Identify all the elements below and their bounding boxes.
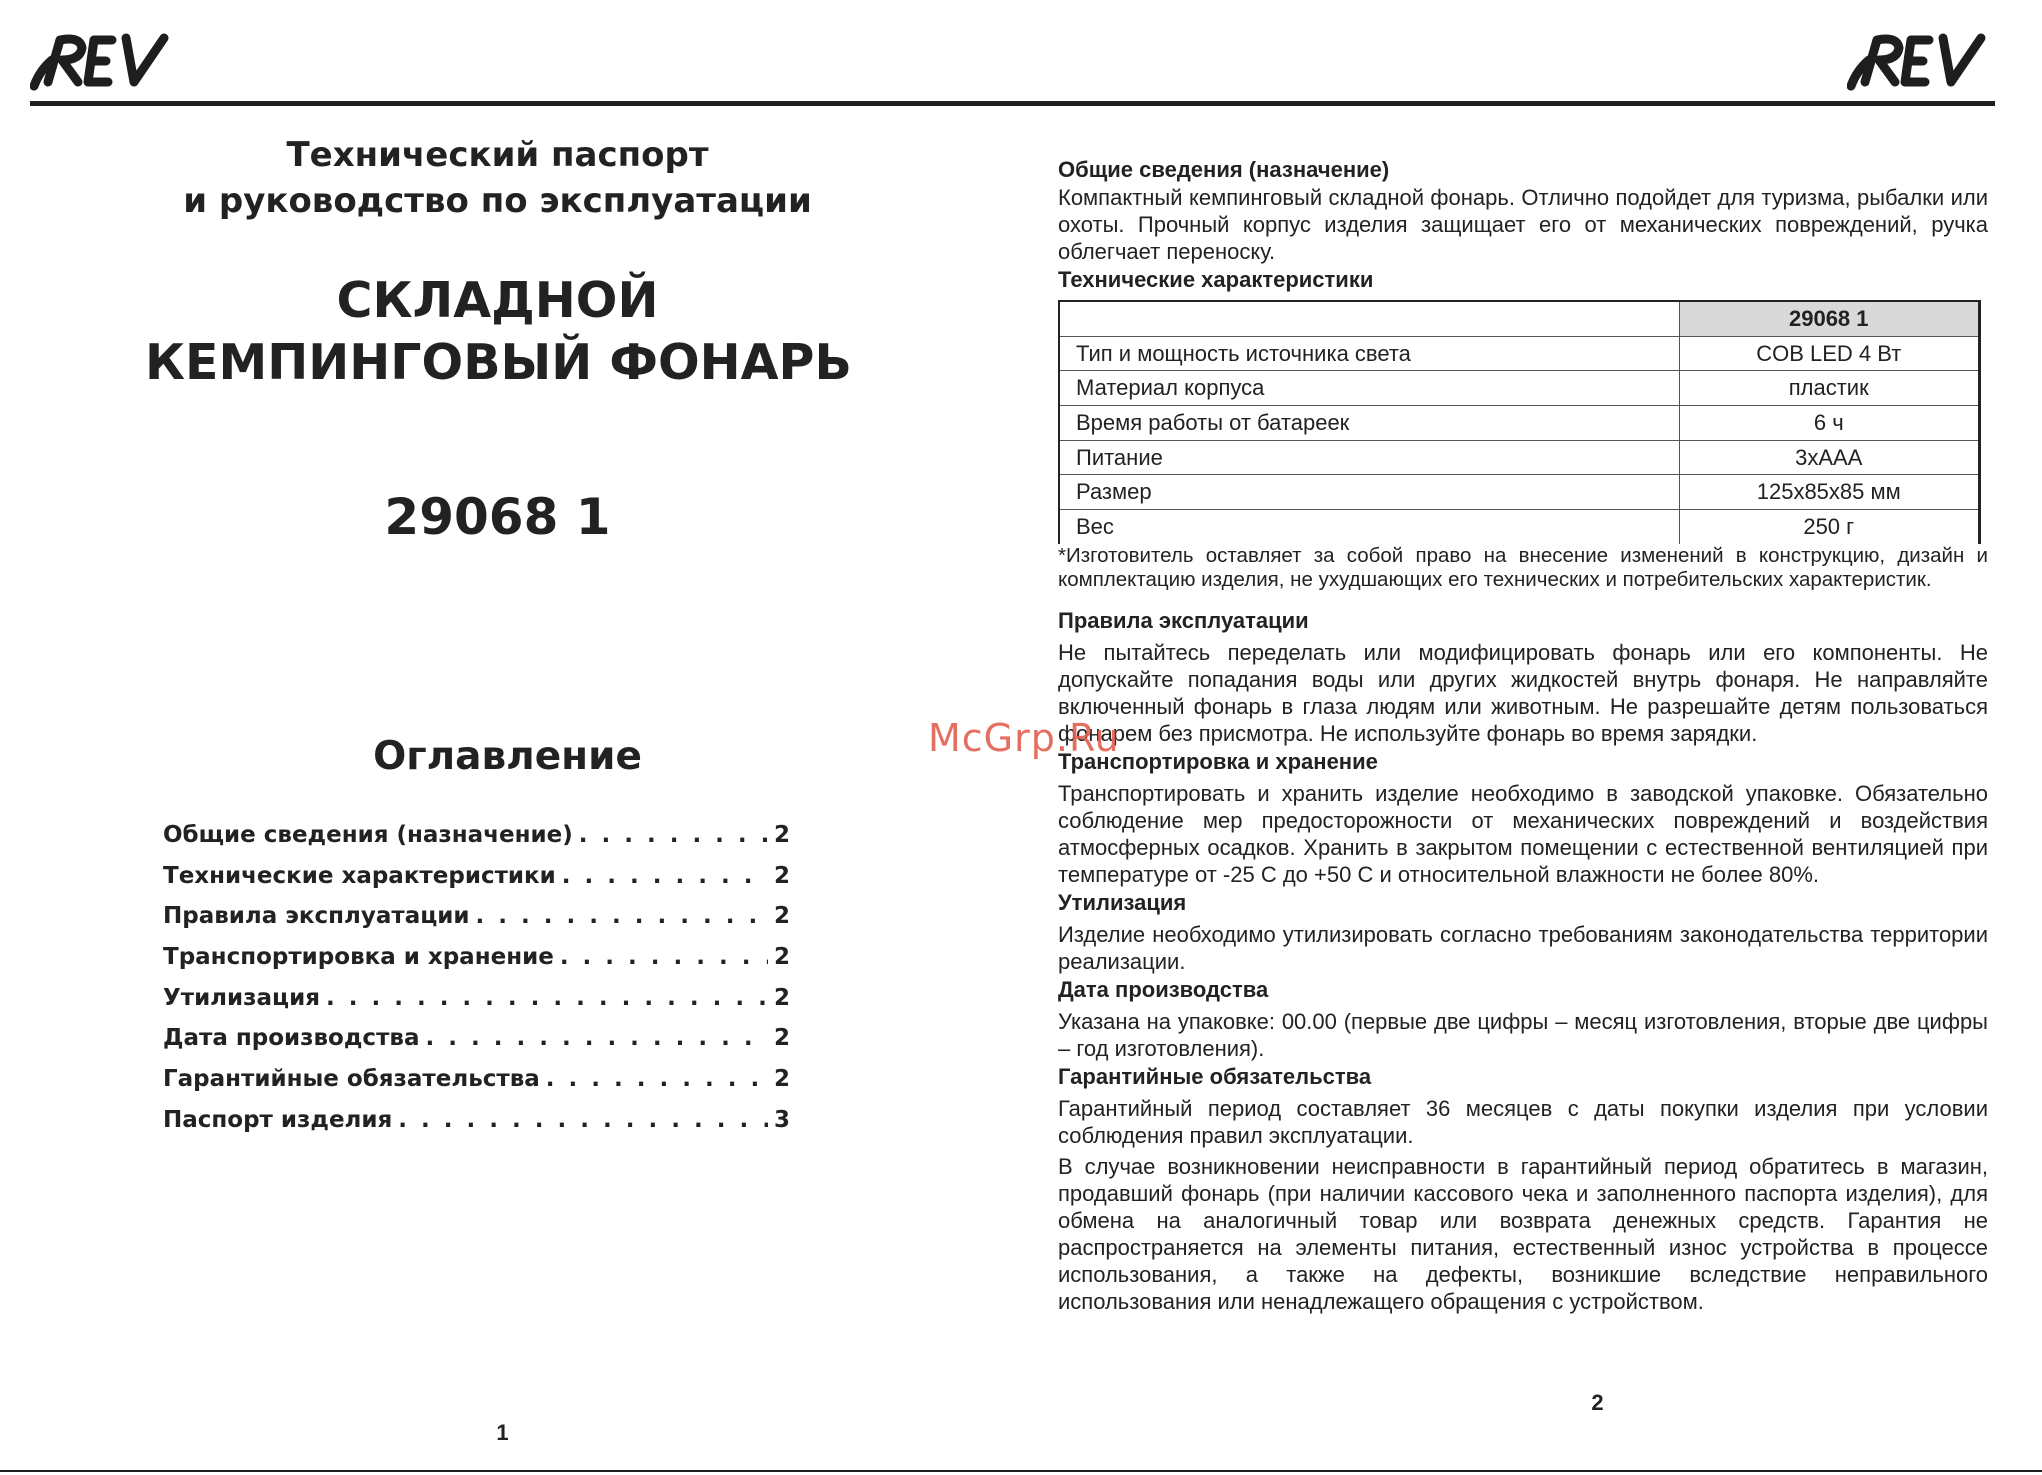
subtitle-line: Технический паспорт xyxy=(286,135,709,175)
warranty-text-2: В случае возникновении неисправности в гарантийный период обратитесь в магазин, продавший фонарь (при наличии кассового чека и заполненного паспорта изделия), для обмена на аналогичный товар или возврата денежных средств. Гарантия не распространяется на элементы питания, естественный износ устройства в процессе использования, а также на дефекты, возникшие вследствие неправильного использования или ненадлежащего обращения с устройством. xyxy=(1058,1153,1988,1314)
toc-leader-dots xyxy=(326,985,768,1011)
table-of-contents xyxy=(163,822,790,1148)
specs-table-wrapper xyxy=(1058,300,1981,544)
toc-entry-page: 2 xyxy=(773,1066,790,1093)
toc-entry[interactable] xyxy=(163,944,790,985)
table-row xyxy=(1059,440,1980,475)
table-header-empty-cell xyxy=(1059,301,1679,336)
toc-entry-label: Технические характеристики xyxy=(163,862,556,889)
spec-value: 6 ч xyxy=(1679,406,1980,441)
specs-table xyxy=(1058,300,1981,544)
spec-value: COB LED 4 Вт xyxy=(1679,336,1980,371)
rev-logo-left xyxy=(30,30,175,92)
page-number-right: 2 xyxy=(1591,1390,1604,1415)
page-number-left: 1 xyxy=(496,1420,509,1445)
toc-entry[interactable] xyxy=(163,985,790,1026)
transport-heading: Транспортировка и хранение xyxy=(1058,748,1378,774)
toc-entry[interactable] xyxy=(163,1025,790,1066)
specs-footnote: *Изготовитель оставляет за собой право на внесение изменений в конструкцию, дизайн и комплектацию изделия, не ухудшающих его технических и потребительских характеристик. xyxy=(1058,543,1988,591)
toc-leader-dots xyxy=(560,944,768,970)
toc-entry[interactable] xyxy=(163,903,790,944)
toc-entry-label: Общие сведения (назначение) xyxy=(163,822,573,848)
toc-entry[interactable] xyxy=(163,1066,790,1107)
watermark: McGrp.Ru xyxy=(928,716,1120,760)
table-row xyxy=(1059,371,1980,406)
spec-param: Материал корпуса xyxy=(1059,371,1679,406)
general-heading: Общие сведения (назначение) xyxy=(1058,157,1390,182)
spec-param: Вес xyxy=(1059,510,1679,544)
production-heading: Дата производства xyxy=(1058,976,1269,1002)
toc-entry-page: 2 xyxy=(773,903,790,930)
disposal-heading: Утилизация xyxy=(1058,889,1187,915)
toc-entry-label: Транспортировка и хранение xyxy=(163,944,554,971)
transport-text: Транспортировать и хранить изделие необходимо в заводской упаковке. Обязательно соблюдение мер предосторожности от механических повреждений и воздействия атмосферных осадков. Хранить в закрытом помещении с естественной вентиляцией при температуре от -25 С до +50 С и относительной влажности не более 80%. xyxy=(1058,780,1988,887)
header-rule xyxy=(30,101,1995,106)
rev-logo-right xyxy=(1847,30,1992,92)
table-row xyxy=(1059,336,1980,371)
toc-entry-page: 2 xyxy=(773,1025,790,1052)
toc-entry[interactable] xyxy=(163,1107,790,1148)
toc-leader-dots xyxy=(562,863,768,889)
specs-heading: Технические характеристики xyxy=(1058,267,1374,292)
toc-entry[interactable] xyxy=(163,822,790,863)
toc-entry-page: 2 xyxy=(773,862,790,889)
toc-entry-label: Гарантийные обязательства xyxy=(163,1066,540,1093)
title-line: КЕМПИНГОВЫЙ ФОНАРЬ xyxy=(145,334,852,391)
toc-leader-dots xyxy=(546,1066,768,1092)
rev-logo-mark xyxy=(1847,30,1992,92)
production-text: Указана на упаковке: 00.00 (первые две цифры – месяц изготовления, вторые две цифры – год изготовления). xyxy=(1058,1008,1988,1061)
spec-param: Питание xyxy=(1059,440,1679,475)
spec-value: 3хAAA xyxy=(1679,440,1980,475)
toc-entry-label: Паспорт изделия xyxy=(163,1106,393,1133)
spec-value: 250 г xyxy=(1803,513,1855,539)
toc-leader-dots xyxy=(579,822,768,848)
toc-entry-label: Утилизация xyxy=(163,984,320,1011)
document-subtitle xyxy=(145,132,850,224)
toc-leader-dots xyxy=(398,1107,768,1133)
bottom-rule xyxy=(0,1470,2042,1472)
general-text: Компактный кемпинговый складной фонарь. Отлично подойдет для туризма, рыбалки или охоты. Прочный корпус изделия защищает его от механических повреждений, ручка облегчает переноску. xyxy=(1058,185,1988,264)
right-page-content xyxy=(1058,155,1988,1315)
toc-title: Оглавление xyxy=(373,734,642,779)
spec-param: Размер xyxy=(1059,475,1679,510)
toc-entry-label: Правила эксплуатации xyxy=(163,903,470,930)
table-row xyxy=(1059,510,1980,544)
toc-entry[interactable] xyxy=(163,863,790,904)
disposal-text: Изделие необходимо утилизировать согласно требованиям законодательства территории реализации. xyxy=(1058,921,1988,974)
table-header-model: 29068 1 xyxy=(1679,301,1980,336)
spec-value: 125х85х85 мм xyxy=(1679,475,1980,510)
toc-leader-dots xyxy=(476,903,768,929)
product-title xyxy=(145,270,850,394)
rules-heading: Правила эксплуатации xyxy=(1058,607,1309,633)
table-row xyxy=(1059,406,1980,441)
spec-param: Тип и мощность источника света xyxy=(1059,336,1679,371)
title-line: СКЛАДНОЙ xyxy=(336,272,659,329)
subtitle-line: и руководство по эксплуатации xyxy=(183,181,812,221)
toc-entry-page: 3 xyxy=(773,1106,790,1133)
model-number: 29068 1 xyxy=(384,488,611,546)
spec-value: пластик xyxy=(1679,371,1980,406)
toc-entry-label: Дата производства xyxy=(163,1025,420,1052)
toc-entry-page: 2 xyxy=(773,944,790,971)
warranty-text-1: Гарантийный период составляет 36 месяцев с даты покупки изделия при условии соблюдения правил эксплуатации. xyxy=(1058,1095,1988,1148)
table-row xyxy=(1059,475,1980,510)
rev-logo-mark xyxy=(30,30,175,92)
toc-entry-page: 2 xyxy=(773,984,790,1011)
rules-text: Не пытайтесь переделать или модифицировать фонарь или его компоненты. Не допускайте попадания воды или других жидкостей внутрь фонаря. Не направляйте включенный фонарь в глаза людям или животным. Не разрешайте детям пользоваться фонарем без присмотра. Не используйте фонарь во время зарядки. xyxy=(1058,639,1988,746)
warranty-heading: Гарантийные обязательства xyxy=(1058,1063,1372,1089)
table-header-row xyxy=(1059,301,1980,336)
spec-param: Время работы от батареек xyxy=(1059,406,1679,441)
toc-entry-page: 2 xyxy=(773,822,790,848)
toc-leader-dots xyxy=(425,1025,768,1051)
